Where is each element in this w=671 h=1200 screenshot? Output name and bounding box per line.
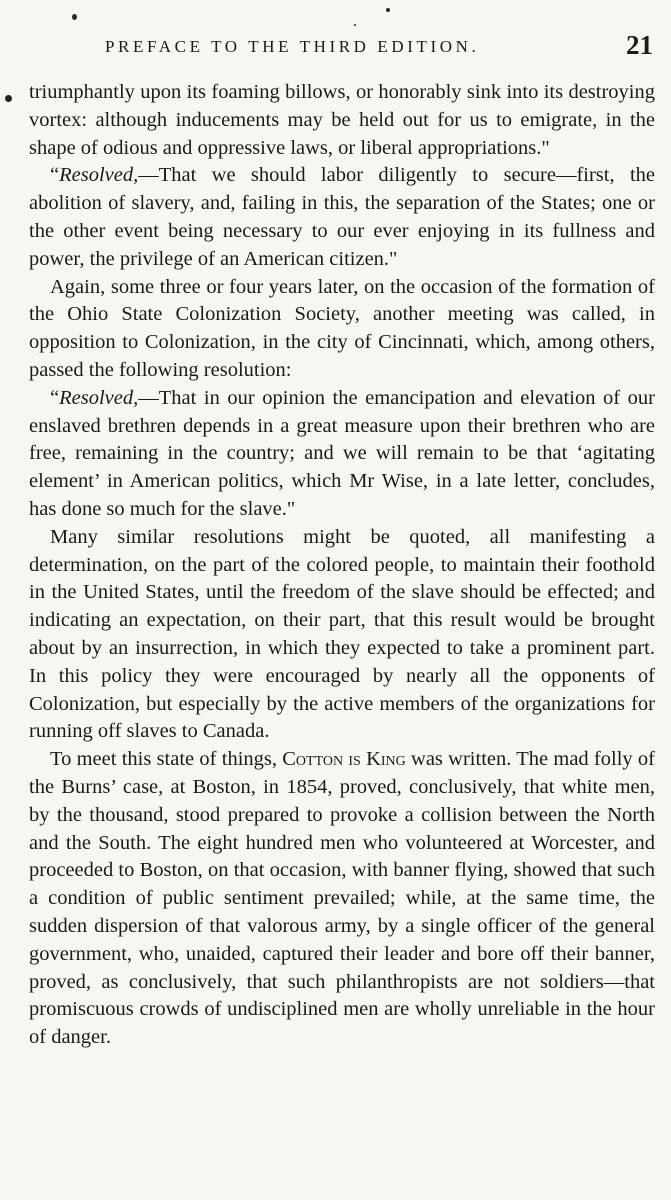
open-quote: “ [50, 164, 60, 187]
paragraph-resolutions-quoted: Many similar resolutions might be quoted, all manifesting a determination, on the part of the colored people, to maintain their foothold in the United States, until the freedom of the slave should be effected; and indicating an expectation, on their part, that this result would be brought about by an insurrection, in which they expected to take a prominent part. In this policy they were encouraged by nearly all the opponents of Colonization, but especially by the active members of the organizations for running off slaves to Canada. [29, 525, 655, 743]
ink-speck [72, 14, 77, 20]
paragraph-resolution-2 [29, 385, 655, 524]
page-header [0, 30, 671, 64]
ink-speck [386, 8, 390, 12]
paragraph-cincinnati: Again, some three or four years later, on the occasion of the formation of the Ohio State Colonization Society, another meeting was called, in opposition to Colonization, in the city of Cincinnati, which, among others, passed the following resolution: [29, 275, 655, 381]
running-head: PREFACE TO THE THIRD EDITION. [105, 37, 480, 56]
resolution-text: —That we should labor diligently to secure—first, the abolition of slavery, and, failing in this, the separation of the States; one or the other event being necessary to our ever enjoying in its fullness and power, the privilege of an American citizen." [29, 164, 655, 270]
paragraph-resolution-1 [29, 162, 655, 273]
margin-bullet-mark [5, 95, 12, 102]
open-quote: “ [50, 386, 60, 409]
ink-speck [354, 24, 356, 26]
body-text [29, 79, 655, 1052]
resolved-italic: Resolved, [59, 164, 139, 187]
resolved-italic: Resolved, [59, 386, 139, 409]
paragraph-text: To meet this state of things, [50, 748, 283, 771]
paragraph-continued: triumphantly upon its foaming billows, or honorably sink into its destroying vortex: although inducements may be held out for us to emigrate, in the shape of odious and oppressive laws, or liberal appropriations." [29, 81, 655, 159]
book-title: Cotton is King [282, 748, 406, 771]
paragraph-cotton-is-king [29, 746, 655, 1052]
paragraph-text: was written. The mad folly of the Burns’ case, at Boston, in 1854, proved, conclusively, that white men, by the thousand, stood prepared to provoke a collision between the North and the South. The eight hundred men who volunteered at Worcester, and proceeded to Boston, on that occasion, with banner flying, showed that such a condition of public sentiment prevailed; while, at the same time, the sudden dispersion of that valorous army, by a single officer of the general government, who, unaided, captured their leader and bore off their banner, proved, as conclusively, that such philanthropists are not soldiers—that promiscuous crowds of undisciplined men are wholly unreliable in the hour of danger. [29, 748, 655, 1049]
resolution-text: —That in our opinion the emancipation and elevation of our enslaved brethren depends in a great measure upon their brethren who are free, remaining in the country; and we will remain to be that ‘agitating element’ in American politics, which Mr Wise, in a late letter, concludes, has done so much for the slave." [29, 386, 655, 520]
page-number: 21 [626, 30, 653, 60]
